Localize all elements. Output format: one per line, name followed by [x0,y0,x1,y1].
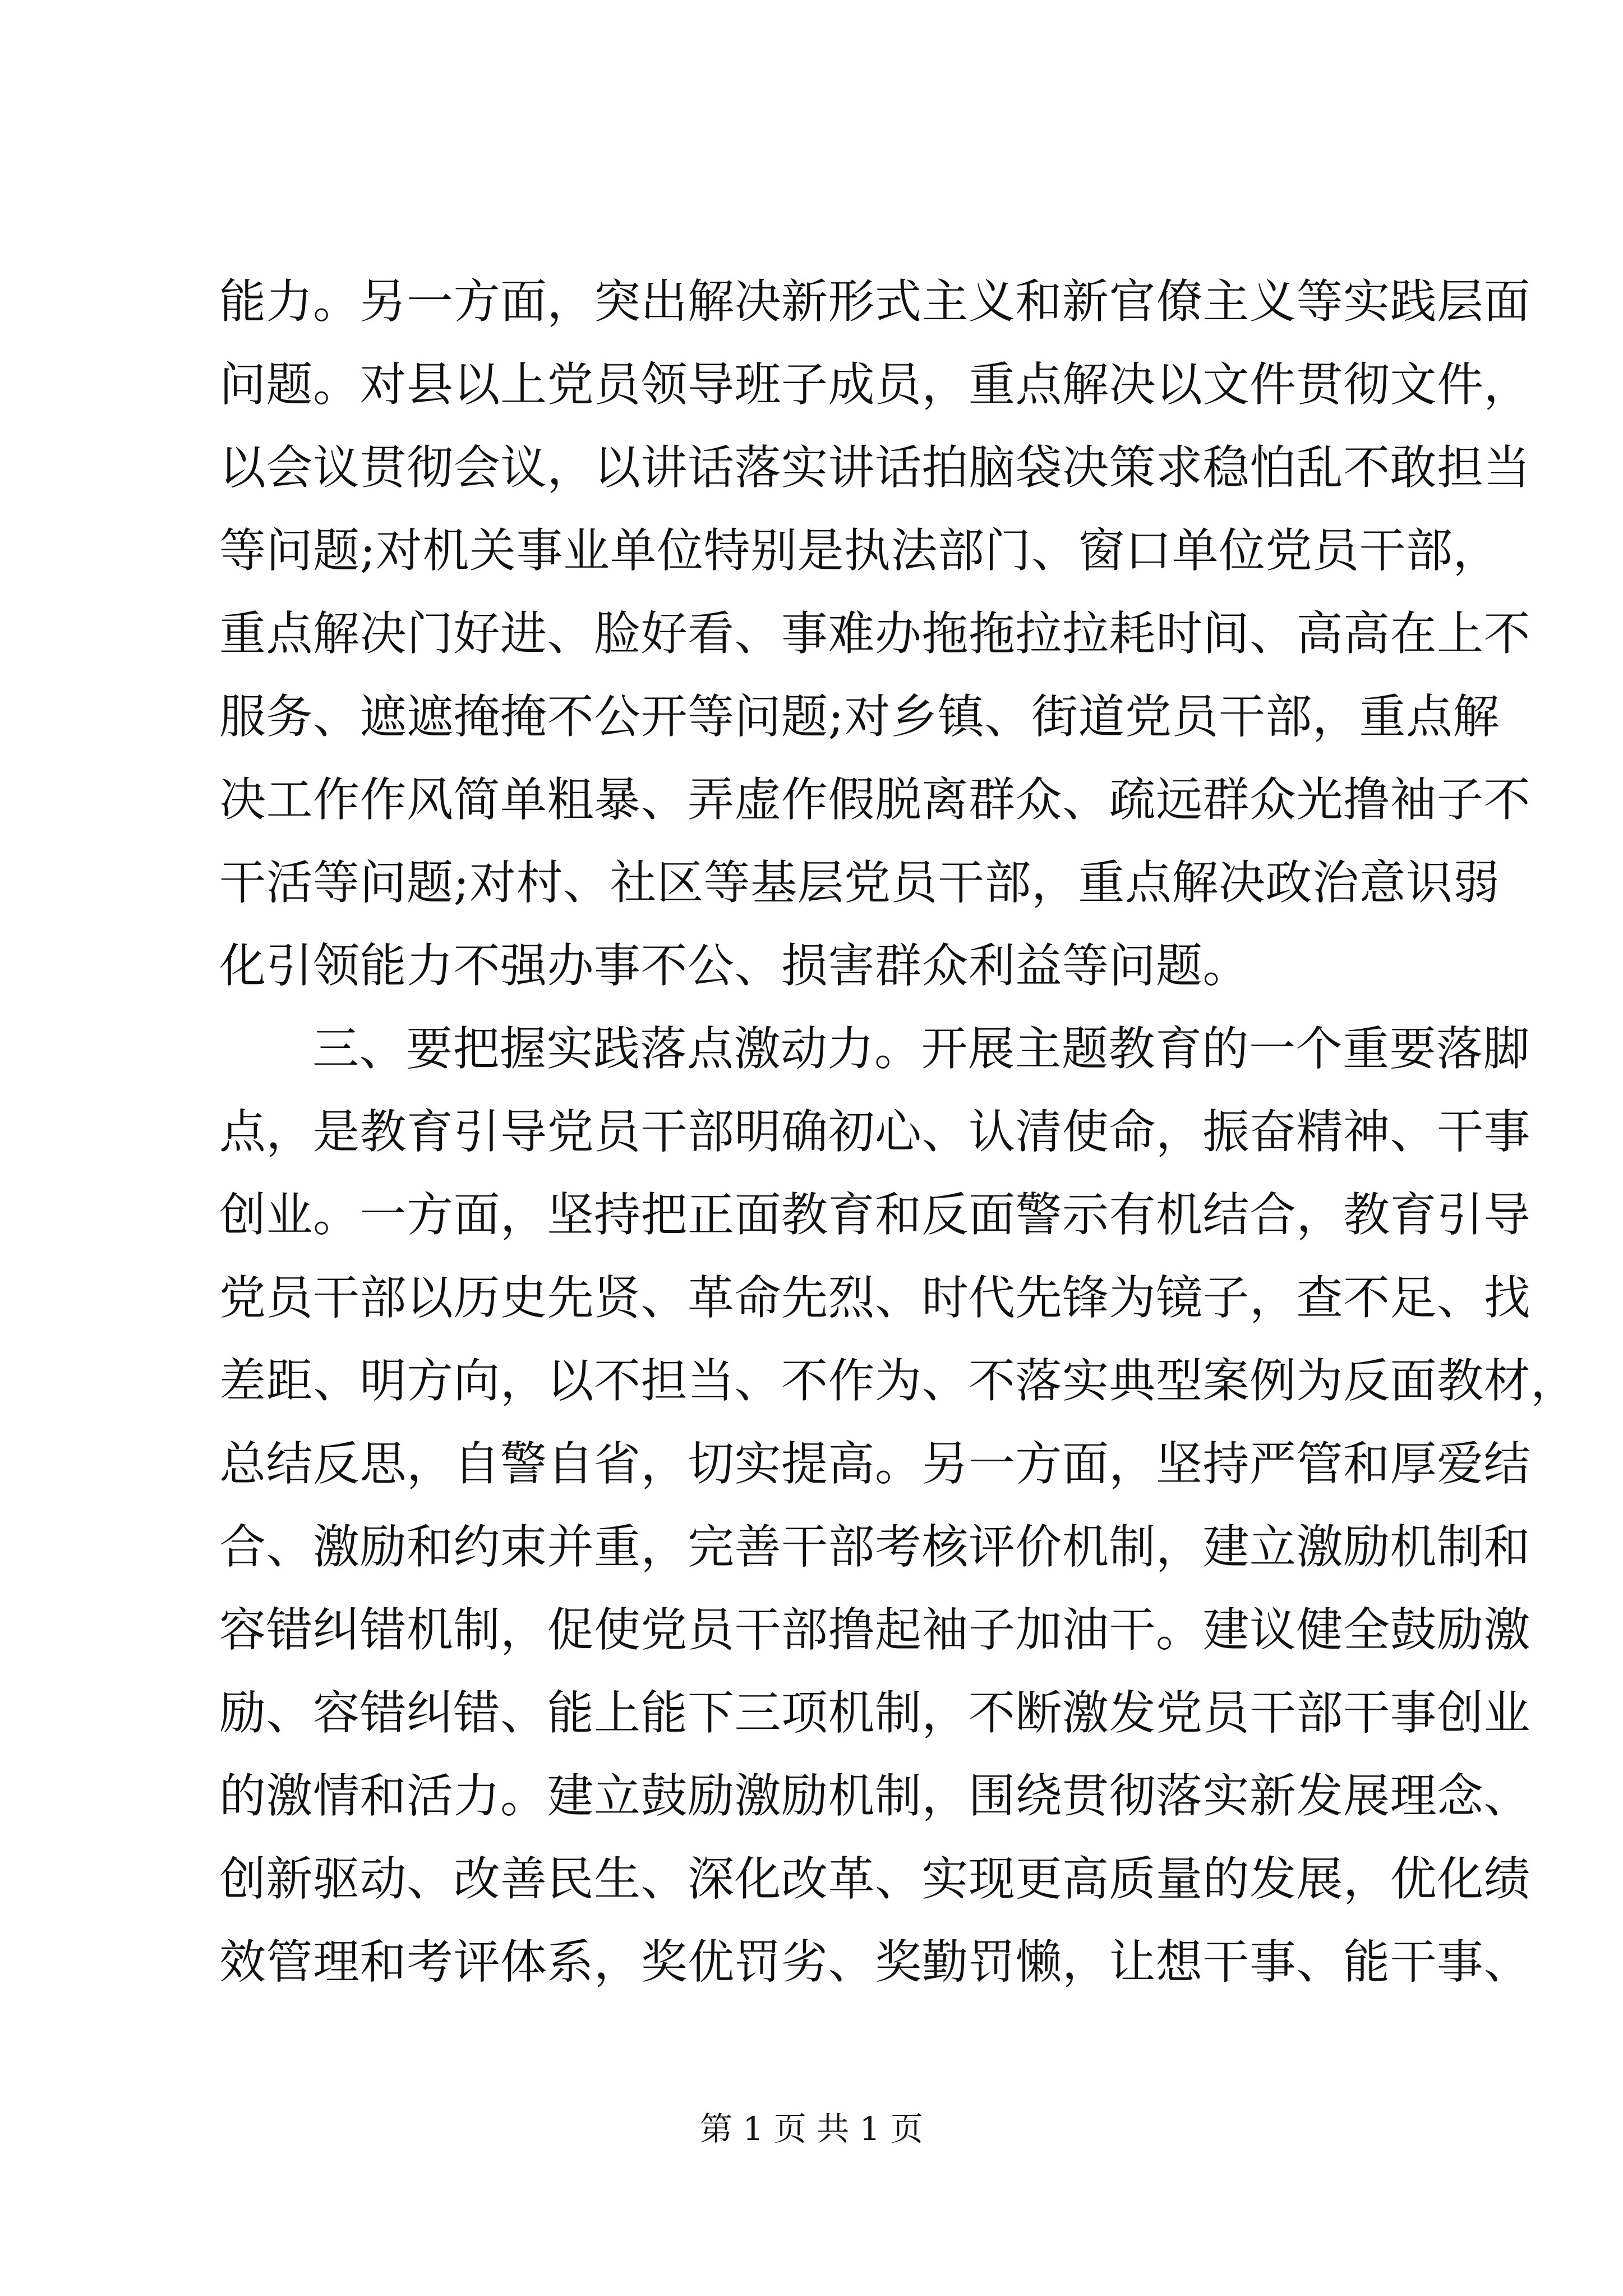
text-line: 的激情和活力。建立鼓励激励机制，围绕贯彻落实新发展理念、 [219,1769,1530,1823]
text-line: 点，是教育引导党员干部明确初心、认清使命，振奋精神、干事 [219,1105,1530,1159]
page-number-footer: 第 1 页 共 1 页 [700,2110,923,2148]
text-line: 合、激励和约束并重，完善干部考核评价机制，建立激励机制和 [219,1520,1530,1574]
text-line: 创新驱动、改善民生、深化改革、实现更高质量的发展，优化绩 [219,1852,1530,1906]
text-line: 创业。一方面，坚持把正面教育和反面警示有机结合，教育引导 [219,1188,1530,1242]
text-line: 服务、遮遮掩掩不公开等问题;对乡镇、街道党员干部，重点解 [219,689,1500,744]
text-line: 能力。另一方面，突出解决新形式主义和新官僚主义等实践层面 [219,274,1530,329]
text-line: 重点解决门好进、脸好看、事难办拖拖拉拉耗时间、高高在上不 [219,606,1530,661]
text-line: 励、容错纠错、能上能下三项机制，不断激发党员干部干事创业 [219,1686,1530,1740]
text-line: 干活等问题;对村、社区等基层党员干部，重点解决政治意识弱 [219,855,1500,910]
text-line: 效管理和考评体系，奖优罚劣、奖勤罚懒，让想干事、能干事、 [219,1935,1530,1989]
text-line: 以会议贯彻会议，以讲话落实讲话拍脑袋决策求稳怕乱不敢担当 [219,440,1530,495]
text-line: 容错纠错机制，促使党员干部撸起袖子加油干。建议健全鼓励激 [219,1603,1530,1657]
text-line: 化引领能力不强办事不公、损害群众利益等问题。 [219,938,1249,993]
text-line: 差距、明方向，以不担当、不作为、不落实典型案例为反面教材， [219,1354,1578,1408]
text-line: 决工作作风简单粗暴、弄虚作假脱离群众、疏远群众光撸袖子不 [219,772,1530,827]
paragraph-heading-line: 三、要把握实践落点激动力。开展主题教育的一个重要落脚 [312,1022,1530,1076]
text-line: 总结反思，自警自省，切实提高。另一方面，坚持严管和厚爱结 [219,1437,1530,1491]
text-line: 等问题;对机关事业单位特别是执法部门、窗口单位党员干部， [219,523,1500,578]
text-line: 问题。对县以上党员领导班子成员，重点解决以文件贯彻文件， [219,357,1530,412]
text-line: 党员干部以历史先贤、革命先烈、时代先锋为镜子，查不足、找 [219,1271,1530,1325]
